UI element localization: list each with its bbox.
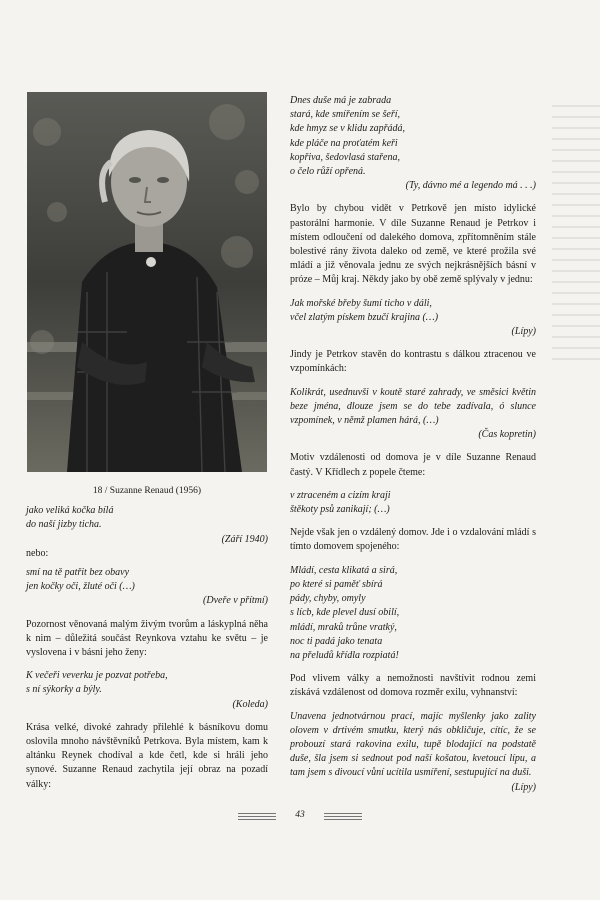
poem-source: (Čas kopretin) [478,429,536,441]
right-column [290,94,536,795]
prose-poem-excerpt: Unavena jednotvárnou prací, majíc myšlenky jako zality olovem v drtivém smutku, který nás obkličuje, cítíc, že se probouzí stará rakovina exilu, tupě blodající na podstatě duše, šla jsem si sednout pod naší košatou, kvetoucí lípu, a tam jsem s divoucí vůní ucítila usmíření, sestupující na duši. [290,710,536,779]
footer-rule [238,816,276,817]
poem-line: Mládí, cesta klikatá a sirá, [290,564,398,576]
poem-line: noc ti padá jako tenata [290,635,383,647]
prose-poem-excerpt: Kolikrát, usednuvši v koutě staré zahrady, ve směsici květin beze jména, dlouze jsem se do tebe zadívala, ó slunce vzpomínek, v němž plamen hárá, (…) [290,386,536,427]
prose-paragraph: Krása velké, divoké zahrady přilehlé k básníkovu domu oslovila mnoho návštěvníků Petrkova. Byla místem, kam k altánku Reynek chodíval a kde četl, kde si hráli jeho synové. Suzanne Renaud zachytila její obraz na pozadí války: [26,721,268,790]
poem-source: (Září 1940) [221,533,268,545]
prose-paragraph: Nejde však jen o vzdálený domov. Jde i o vzdalování mládí s tímto domovem spojeného: [290,527,536,553]
poem-line: stará, kde smířením se šeří, [290,109,400,121]
poem-line: Jak mořské břeby šumí ticho v dáli, [290,297,432,309]
poem-line: jako veliká kočka bílá [26,505,114,517]
prose-paragraph: Bylo by chybou vidět v Petrkově jen místo idylické pastorální harmonie. V díle Suzanne Renaud je Petrkov i místem odloučení od dalekého domova, zpřítomněním stále bolestivé rány života daleko od země, ve které prožila své mládí a již věnovala jednu ze svých nejkrásnějších básní v próze – Můj kraj. Někdy jako by obě země splývaly v jednu: [290,203,536,286]
poem-line: mládí, mraků trůne vratký, [290,621,397,633]
portrait-photo [27,92,267,472]
poem-line: včel zlatým pískem bzučí krajina (…) [290,311,439,323]
footer-rule [238,813,276,814]
poem-source: (Ty, dávno mé a legendo má . . .) [405,180,536,192]
poem-line: kde hmyz se v klidu zapřádá, [290,123,405,135]
poem-source: (Dveře v přítmí) [203,595,268,607]
poem-excerpt [290,297,536,325]
bleed-through-decoration [546,96,600,456]
poem-line: smí na tě patřit bez obavy [26,567,130,579]
page-number: 43 [295,810,305,820]
poem-source: (Lípy) [511,781,536,793]
poem-line: do naší jizby ticha. [26,519,102,531]
left-column [26,92,268,792]
photo-caption: 18 / Suzanne Renaud (1956) [92,486,202,496]
portrait-photo-icon [27,92,267,472]
page-footer [0,810,600,824]
prose-paragraph: Pozornost věnovaná malým živým tvorům a láskyplná něha k nim – důležitá součást Reynkova vztahu ke světu – je vyslovena i v básni jeho ženy: [26,618,268,659]
poem-line: po které si paměť sbírá [290,578,383,590]
poem-line: štěkoty psů zanikají; (…) [290,504,390,516]
footer-rule [324,819,362,820]
prose-paragraph: Pod vlivem války a nemožnosti navštívit rodnou zemi získává vzdálenost od domova rozměr exilu, vyhnanství: [290,673,536,699]
poem-excerpt [290,94,536,179]
poem-excerpt [26,504,268,532]
footer-rule [324,816,362,817]
poem-excerpt [290,489,536,517]
poem-line: s lícb, kde plevel dusí obilí, [290,607,400,619]
poem-excerpt [26,566,268,594]
poem-line: kopřiva, šedovlasá stařena, [290,151,400,163]
footer-rule [238,819,276,820]
poem-line: v ztraceném a cizím kraji [290,489,391,501]
poem-line: pády, chyby, omyly [290,593,366,605]
prose-text: nebo: [26,547,49,559]
poem-excerpt [26,669,268,697]
poem-line: jen kočky oči, žluté oči (…) [26,581,135,593]
poem-source: (Koleda) [232,698,268,710]
footer-rule [324,813,362,814]
poem-source: (Lípy) [511,326,536,338]
poem-line: na přeludů křídla rozpiatá! [290,649,399,661]
prose-paragraph: Motiv vzdálenosti od domova je v díle Suzanne Renaud častý. V Křídlech z popele čteme: [290,452,536,478]
poem-line: K večeři veverku je pozvat potřeba, [26,670,168,682]
poem-line: o čelo růží opřená. [290,166,366,178]
poem-excerpt [290,564,536,663]
poem-line: Dnes duše má je zabrada [290,95,392,106]
prose-paragraph: Jindy je Petrkov stavěn do kontrastu s dálkou ztracenou ve vzpomínkách: [290,349,536,375]
poem-line: s ní sýkorky a býly. [26,684,102,696]
poem-line: kde pláče na proťatém keři [290,137,398,149]
